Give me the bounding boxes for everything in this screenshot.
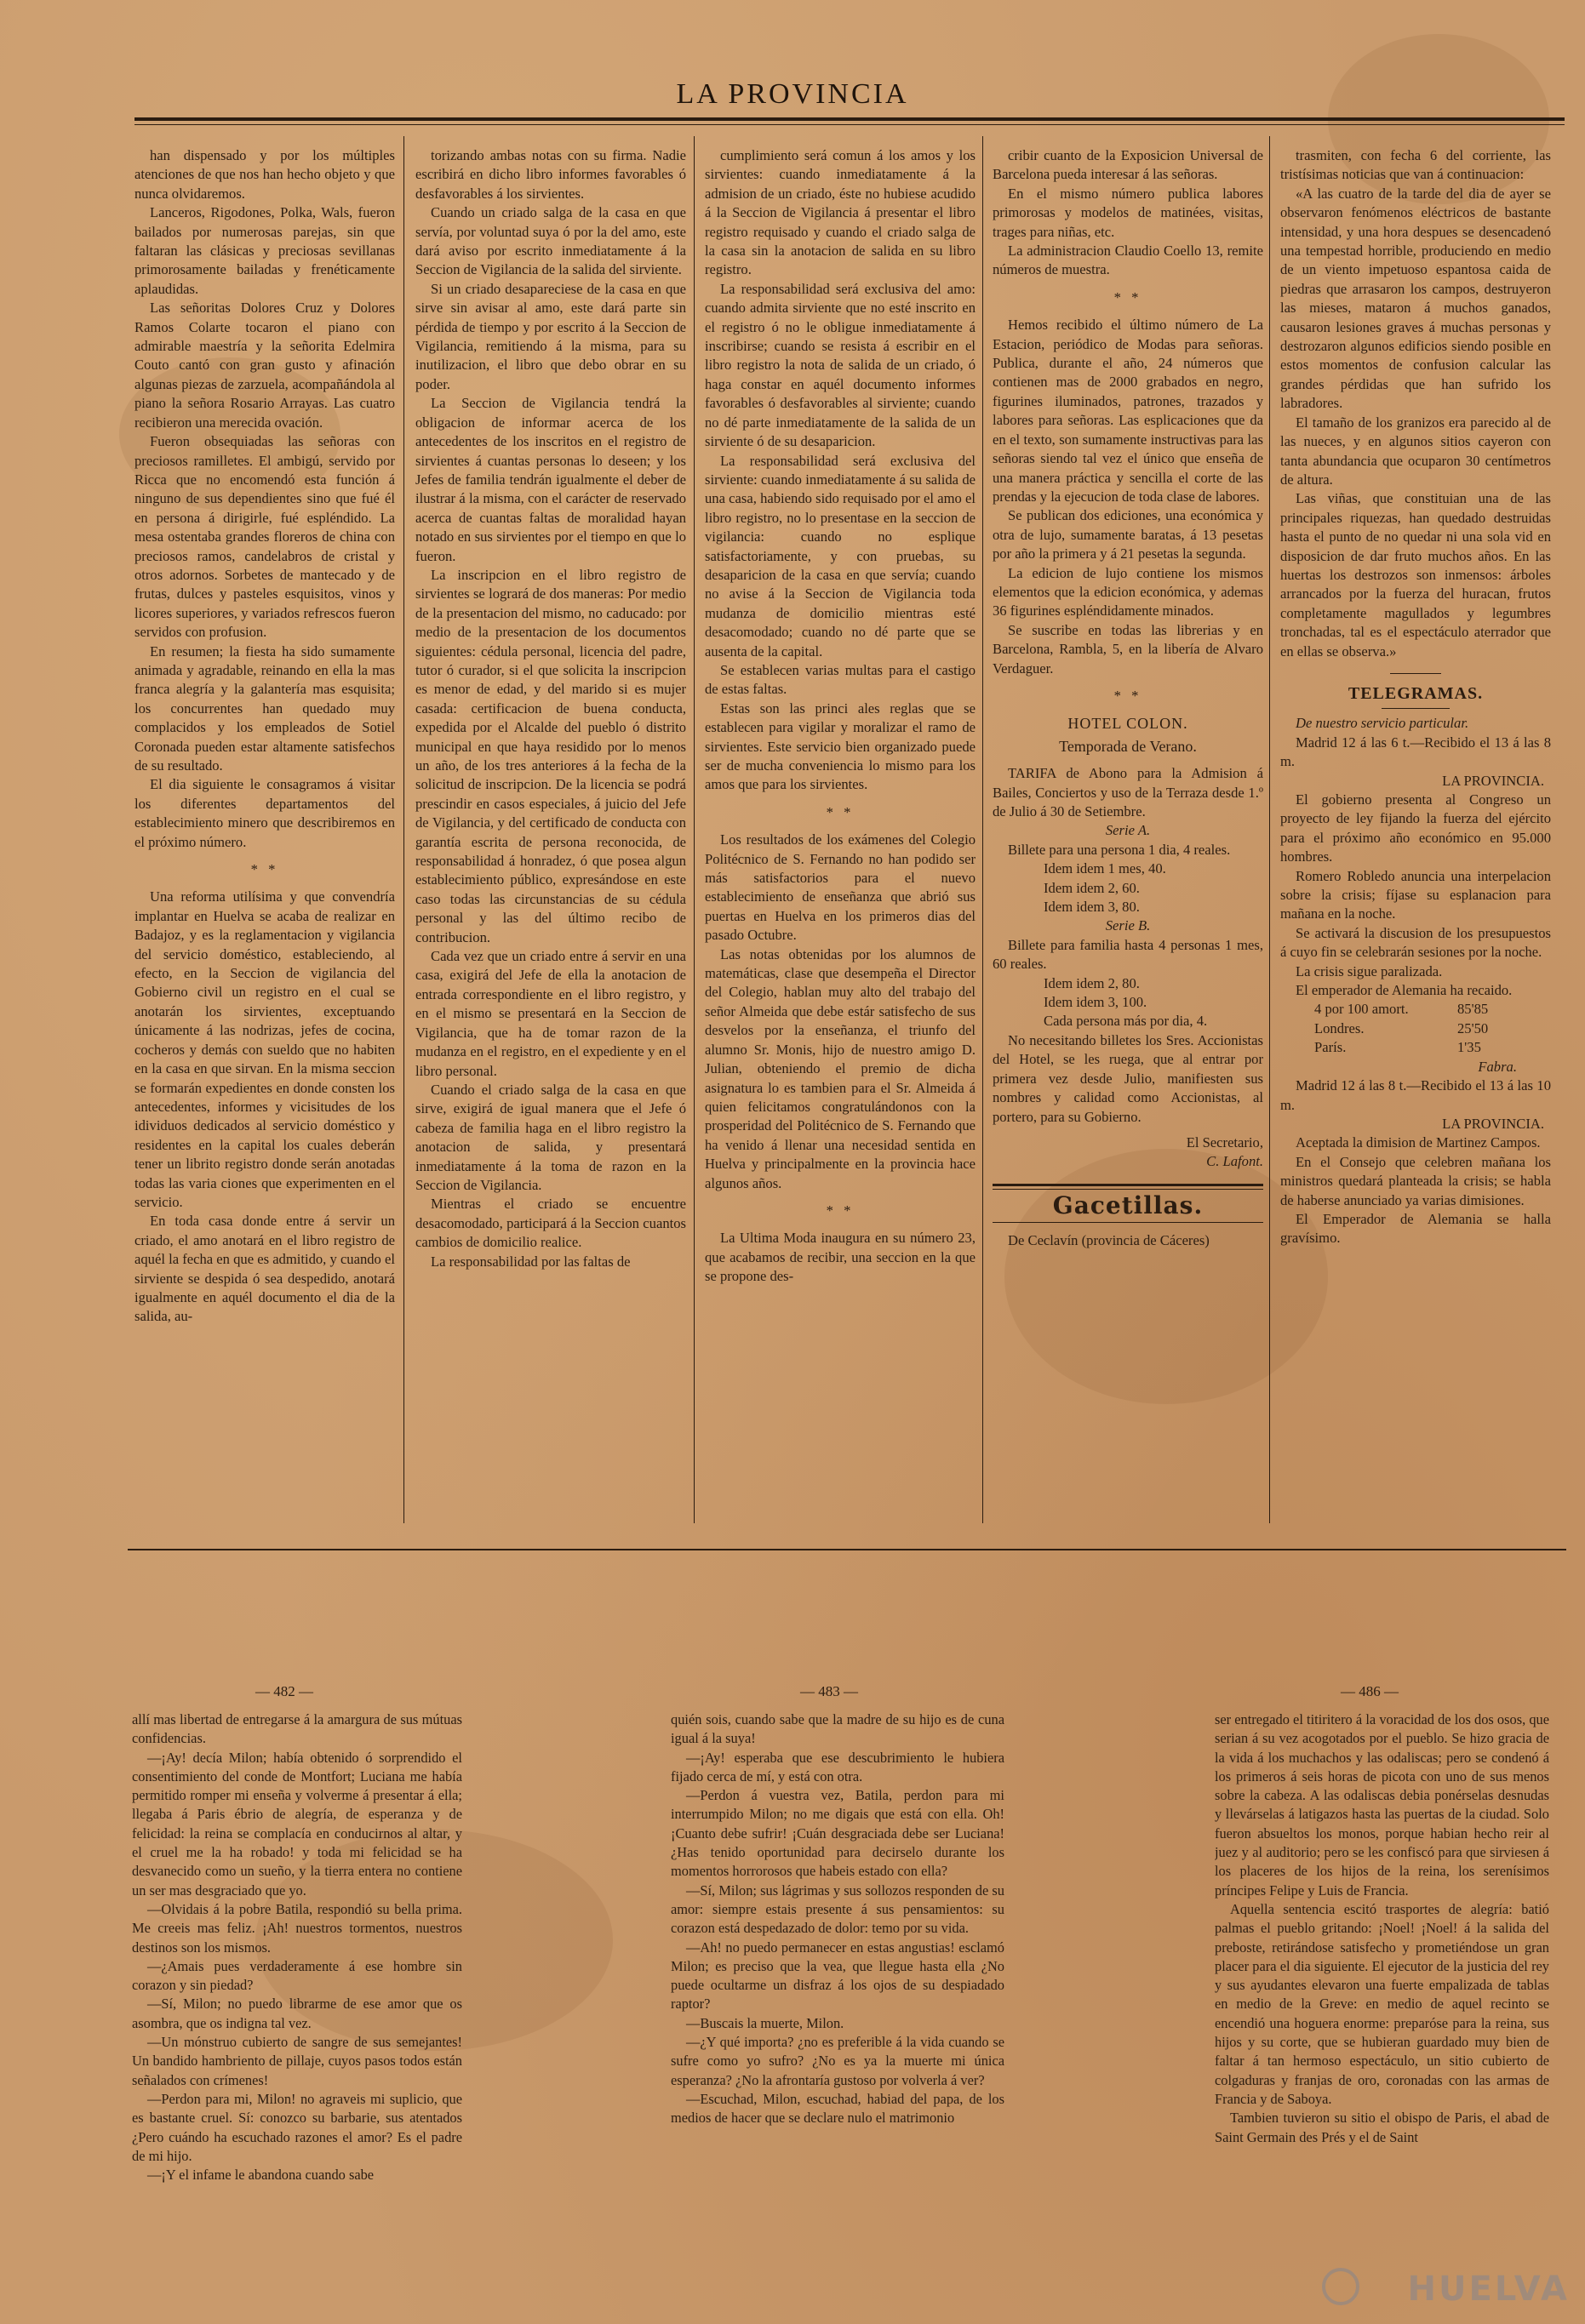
article-column-5 [1280, 146, 1551, 1525]
article-paragraph: La inscripcion en el libro registro de sirvientes se logrará de dos maneras: Por medio de la presentacion del mismo, no caducado: por medio de la presentacion de los documentos siguientes: cédula personal, licencia del padre, tutor ó curador, si el que solicita la inscripcion es menor de edad, y del marido si es mujer casada: certificacion de buena conducta, expedida por el Alcalde del pueblo ó distrito municipal en que haya residido por lo menos un año, de los tres anteriores á la fecha de la solicitud de inscripcion. De la licencia se podrá prescindir en casos especiales, á juicio del Jefe de Vigilancia, y del certificado de conducta con garantía escrita de persona reconocida, de responsabilidad á honradez, ó que posea algun establecimiento público, expresándose en este caso todas las circunstancias de su cédula personal y las del último recibo de contribucion. [415, 566, 686, 945]
column-4-paragraphs [993, 146, 1263, 705]
article-paragraph: cumplimiento será comun á los amos y los sirvientes: cuando inmediatamente á la admision de un criado, éste no hubiese acudido á la Seccion de Vigilancia á presentar el libro registro requisado y cuando el criado salga de la casa sin la anotacion de salida en su libro registro. [705, 147, 976, 278]
article-paragraph: La Ultima Moda inaugura en su número 23, que acabamos de recibir, una seccion en la que se propone des- [705, 1230, 976, 1285]
hotel-closing: No necesitando billetes los Sres. Accionistas del Hotel, se les ruega, que al entrar por primera vez desde Julio, manifiesten sus nombres y calidad como Accionistas, al portero, para su Gobierno. [993, 1031, 1263, 1125]
folletin-paragraph: —¿Amais pues verdaderamente á ese hombre sin corazon y sin piedad? [132, 1957, 462, 1994]
tariff-line: Billete para familia hasta 4 personas 1 mes, 60 reales. [993, 936, 1263, 973]
folletin-page-number: — 486 — [1341, 1683, 1399, 1699]
tariff-line: Idem idem 1 mes, 40. [1044, 860, 1166, 877]
article-paragraph: La administracion Claudio Coello 13, remite números de muestra. [993, 243, 1263, 278]
telegram-service: De nuestro servicio particular. [1296, 715, 1469, 732]
section-stars: * * [826, 803, 855, 820]
telegram-signature: LA PROVINCIA. [1442, 772, 1544, 789]
folletin-paragraph: —Olvidais á la pobre Batila, respondió su bella prima. Me creeis mas feliz. ¡Ah! nuestros tormentos, nuestros destinos son los mismos. [132, 1900, 462, 1956]
telegram-paragraph: Se activará la discusion de los presupuestos á cuyo fin se celebrarán sesiones por la noche. [1280, 924, 1551, 961]
article-paragraph: Las señoritas Dolores Cruz y Dolores Ramos Colarte tocaron el piano con admirable maestría y la señorita Edelmira Couto cantó con gran gusto y afinación algunas piezas de zarzuela, acompañándola al piano la señora Rosario Arrayas. Las cuatro recibieron una merecida ovación. [134, 300, 395, 431]
folletin-paragraph: —Escuchad, Milon, escuchad, habiad del papa, de los medios de hacer que se declare nulo el matrimonio [671, 2090, 1004, 2127]
tariff-line: Cada persona más por dia, 4. [1044, 1013, 1208, 1030]
article-paragraph: En el mismo número publica labores primorosas y modelos de matinées, visitas, trages para niñas, etc. [993, 185, 1263, 240]
tariff-line: Idem idem 2, 80. [1044, 974, 1140, 991]
article-paragraph: El dia siguiente le consagramos á visitar los diferentes departamentos del establecimiento minero que describiremos en el próximo número. [134, 776, 395, 850]
archive-logo-icon [1322, 2268, 1359, 2305]
masthead-rule-thin [134, 124, 1565, 125]
column-5-paragraphs [1280, 146, 1551, 661]
telegram-paragraph: El Emperador de Alemania se halla gravísimo. [1280, 1210, 1551, 1247]
article-paragraph: La responsabilidad será exclusiva del amo: cuando admita sirviente que no esté inscrito en el registro ó no le obligue inmediatamente á inscribirse; cuando se resista á escribir en el libro registro la nota de salida de un criado, ó haga constar en aquél documento informes favorables ó desfavorables al sirviente; cuando no dé parte inmediatamente de la salida de un sirviente ó de su desaparicion. [705, 280, 976, 450]
gacetillas-first: De Ceclavín (provincia de Cáceres) [1008, 1232, 1210, 1249]
folletin-paragraph: ser entregado el titiritero á la voracidad de los dos osos, que serian á su vez acogotados por el pueblo. Se hizo gracia de la vida á los muchachos y las odaliscas; pero se condenó á los primeros á seis horas de picota con uno de sus menos sobre la cabeza. A las odaliscas debia ponérselas desnudas y llevárselas á latigazos hasta las puertas de la ciudad. Solo fueron absueltos los monos, porque habian hecho reir al juez y al auditorio; pero se les confiscó para que sirviesen á los placeres de los hijos de la reina, los serenísimos príncipes Felipe y Luis de Francia. [1215, 1711, 1549, 1899]
bourse-row [1280, 1038, 1551, 1057]
archive-watermark: HUELVA [1407, 2270, 1570, 2309]
serie-a-list [993, 841, 1263, 917]
article-paragraph: Las viñas, que constituian una de las principales riquezas, han quedado destruidas hasta el punto de no quedar ni una sola vid en disposicion de dar fruto muchos años. En las huertas los destrozos son inmensos: árboles arrancados por la fuerza del huracan, frutos completamente magullados y legumbres tronchadas, tal es el espectáculo aterrador que en ellas se observa.» [1280, 490, 1551, 660]
article-paragraph: torizando ambas notas con su firma. Nadie escribirá en dicho libro informes favorables ó desfavorables á los sirvientes. [415, 147, 686, 202]
secretary-label: El Secretario, [1186, 1133, 1263, 1151]
gacetillas-title: Gacetillas. [1052, 1191, 1204, 1219]
folletin-paragraph: —Perdon á vuestra vez, Batila, perdon para mi interrumpido Milon; no me digais que está con ella. Oh! ¡Cuanto debe sufrir! ¡Cuán desgraciada debe ser Luciana! ¿Has tenido oportunidad para decirselo durante los momentos horrorosos que habeis estado con ella? [671, 1787, 1004, 1880]
section-stars: * * [1113, 687, 1142, 704]
bourse-row [1280, 1000, 1551, 1019]
telegram-title: TELEGRAMAS. [1348, 683, 1484, 703]
hotel-intro: TARIFA de Abono para la Admision á Bailes, Conciertos y uso de la Terraza desde 1.º de Julio á 30 de Setiembre. [993, 765, 1263, 819]
section-stars: * * [250, 861, 279, 878]
article-column-2 [415, 146, 686, 1525]
bourse-value: 1'35 [1457, 1039, 1481, 1056]
column-divider [403, 136, 404, 1523]
article-paragraph: Estas son las princi ales reglas que se establecen para vigilar y moralizar el ramo de sirvientes. Este servicio bien organizado puede ser de mucha conveniencia lo mismo para los amos que para los sirvientes. [705, 699, 976, 793]
folletin-paragraph: Aquella sentencia escitó trasportes de alegría: batió palmas el pueblo gritando: ¡Noel! ¡Noel! á la salida del preboste, retirándose satisfecho y prometiéndose un gran placer para el dia siguiente. El ejecutor de la justicia del rey y sus ayudantes elevaron una fuerte empalizada de tablas en medio de la Greve: en medio de aquel recinto se encendió una hoguera enorme: preparóse para la reina, sus hijos y su corte, que se hubieran guardado muy bien de faltar á tan hermoso espectáculo, un sitio cubierto de colgaduras y franjas de oro, coronadas con las armas de Francia y de Saboya. [1215, 1900, 1549, 2107]
article-paragraph: La responsabilidad será exclusiva del sirviente: cuando inmediatamente á su salida de una casa, habiendo sido requisado por el amo el libro registro, no lo presentase en la seccion de vigilancia: cuando no esplique satisfactoriamente, y con pruebas, su desaparicion de la casa en que servía; cuando no avise á la Seccion de Vigilancia toda mudanza de domicilio mientras esté desacomodado; cuando no dé parte que se ausenta de la capital. [705, 452, 976, 660]
article-paragraph: En resumen; la fiesta ha sido sumamente animada y agradable, reinando en ella la mas franca alegría y la galantería mas esquisita; los concurrentes han quedado muy complacidos y los empleados de Sotiel Coronada pueden estar altamente satisfechos de su resultado. [134, 642, 395, 774]
folletin-separator [128, 1549, 1566, 1550]
masthead: LA PROVINCIA [676, 78, 909, 110]
folletin-paragraph: —Sí, Milon; no puedo librarme de ese amor que os asombra, que os indigna tal vez. [132, 1996, 462, 2031]
article-paragraph: La edicion de lujo contiene los mismos elementos que la edicion económica, y ademas 36 figurines espléndidamente minados. [993, 564, 1263, 620]
secretary-name: C. Lafont. [1206, 1153, 1263, 1170]
telegram-rule [1382, 708, 1450, 709]
article-paragraph: Cuando un criado salga de la casa en que servía, por voluntad suya ó por la del amo, este dará aviso por escrito inmediatamente á la Seccion de Vigilancia de la salida del sirviente. [415, 204, 686, 278]
column-divider [1269, 136, 1270, 1523]
gacetillas-rule-bottom [993, 1222, 1263, 1223]
bourse-value: 25'50 [1457, 1019, 1489, 1036]
article-paragraph: Se publican dos ediciones, una económica y otra de lujo, sumamente baratas, á 13 pesetas por año la primera y á 21 pesetas la segunda. [993, 507, 1263, 562]
serie-a-label: Serie A. [1105, 822, 1151, 839]
tariff-line: Billete para una persona 1 dia, 4 reales. [1008, 841, 1231, 858]
article-paragraph: trasmiten, con fecha 6 del corriente, las tristísimas noticias que van á continuacion: [1280, 147, 1551, 183]
article-paragraph: Mientras el criado se encuentre desacomodado, participará á la Seccion cuantos cambios de domicilio realice. [415, 1196, 686, 1251]
article-paragraph: cribir cuanto de la Exposicion Universal de Barcelona pueda interesar á las señoras. [993, 147, 1263, 183]
bourse-value: 85'85 [1457, 1001, 1489, 1018]
serie-b-list [993, 936, 1263, 1031]
tariff-line: Idem idem 2, 60. [1044, 879, 1140, 896]
section-stars: * * [826, 1202, 855, 1219]
telegram-header: Madrid 12 á las 8 t.—Recibido el 13 á las 10 m. [1280, 1077, 1551, 1113]
telegram-paragraph: Romero Robledo anuncia una interpelacion sobre la crisis; fíjase su esplanacion para mañana en la noche. [1280, 867, 1551, 922]
article-column-4 [993, 146, 1263, 1525]
folletin-page-number: — 482 — [255, 1683, 313, 1699]
folletin-paragraph: Tambien tuvieron su sitio el obispo de Paris, el abad de Saint Germain des Prés y el de Saint [1215, 2110, 1549, 2145]
article-paragraph: En toda casa donde entre á servir un criado, el amo anotará en el libro registro de aquél la fecha en que es admitido, y cuando el sirviente se despida ó sea despedido, anotará igualmente en aquél documento el dia de la salida, au- [134, 1213, 395, 1325]
hotel-title: HOTEL COLON. [1067, 715, 1188, 733]
folletin-column-3 [1215, 1710, 1549, 2281]
folletin-column-1 [132, 1710, 462, 2238]
telegram-list [1280, 734, 1551, 1248]
folletin-column-2 [671, 1710, 1004, 2238]
article-paragraph: «A las cuatro de la tarde del dia de ayer se observaron fenómenos eléctricos de bastante intensidad, y una hora despues se desencadenó una tempestad horrible, produciendo en medio de un viento impetuoso espantosa caida de piedras que arrasaron los campos, destruyeron las mieses, mataron á muchos ganados, causaron lesiones graves á muchas personas y destrozaron algunos edificios siendo posible en estos momentos de confusion calcular las grandes pérdidas que han sufrido los labradores. [1280, 185, 1551, 412]
bourse-signature: Fabra. [1478, 1058, 1517, 1075]
column-divider [982, 136, 983, 1523]
article-paragraph: Se establecen varias multas para el castigo de estas faltas. [705, 661, 976, 698]
article-column-3 [705, 146, 976, 1525]
column-divider [694, 136, 695, 1523]
article-paragraph: Lanceros, Rigodones, Polka, Wals, fueron bailados por numerosas parejas, sin que faltaran las clásicas y preciosas sevillanas primorosamente bailadas y frenéticamente aplaudidas. [134, 204, 395, 297]
serie-b-label: Serie B. [1105, 917, 1151, 934]
article-column-1 [134, 146, 395, 1525]
telegram-paragraph: Aceptada la dimision de Martinez Campos. [1296, 1134, 1541, 1151]
folletin-paragraph: —¿Y qué importa? ¿no es preferible á la vida cuando se sufre como yo sufro? ¿No es ya la muerte mi única esperanza? ¿No la afrontaría gustoso por volverla á ver? [671, 2034, 1004, 2088]
hotel-subtitle: Temporada de Verano. [1059, 737, 1197, 755]
article-paragraph: Fueron obsequiadas las señoras con preciosos ramilletes. El ambigú, servido por Ricca que no encomendó esta función á ninguno de sus dependientes sino que fué él en persona á dirigirle, fué espléndido. La mesa ostentaba grandes floreros de china con preciosos ramos, candelabros de cristal y otros adornos. Sorbetes de mantecado y de frutas, dulces y pasteles esquisitos, vinos y licores superiores, y variados refrescos fueron servidos con profusion. [134, 433, 395, 641]
folletin-paragraph: —Un mónstruo cubierto de sangre de sus semejantes! Un bandido hambriento de pillaje, cuyos pasos todos están señalados con crímenes! [132, 2034, 462, 2088]
section-rule [1390, 673, 1441, 674]
telegram-paragraph: El emperador de Alemania ha recaido. [1296, 982, 1513, 999]
telegram-header: Madrid 12 á las 6 t.—Recibido el 13 á las 8 m. [1280, 734, 1551, 770]
article-paragraph: Cada vez que un criado entre á servir en una casa, exigirá del Jefe de ella la anotacion de entrada correspondiente en el libro registro, y en el mismo se presentará en la Seccion de Vigilancia, que ha de tomar razon de la mudanza en el registro, en el expediente y en el libro personal. [415, 948, 686, 1079]
folletin-paragraph: —¡Y el infame le abandona cuando sabe [147, 2167, 375, 2184]
article-paragraph: Hemos recibido el último número de La Estacion, periódico de Modas para señoras. Publica, durante el año, 24 números que contienen mas de 2000 grabados en negro, figurines iluminados, patrones, trazados y labores para señoras. Las esplicaciones que da en el texto, son sumamente instructivas para las señoras siendo tal vez el único que enseña de una manera práctica y sencilla el corte de las prendas y la ejecucion de toda clase de labores. [993, 317, 1263, 505]
article-paragraph: La responsabilidad por las faltas de [431, 1253, 631, 1270]
article-paragraph: El tamaño de los granizos era parecido al de las nueces, y en algunos sitios cayeron con tanta abundancia que ocuparon 30 centímetros de altura. [1280, 414, 1551, 488]
masthead-rule-thick [134, 117, 1565, 121]
bourse-row [1280, 1019, 1551, 1038]
article-paragraph: Una reforma utilísima y que convendría implantar en Huelva se acaba de realizar en Badajoz, y es la reglamentacion y vigilancia del servicio doméstico, estableciendo, al efecto, en la Seccion de vigilancia del Gobierno civil un registro en el cual se anotarán los sirvientes, exceptuando únicamente á las nodrizas, jefes de cocina, cocheros y demás con sueldo que no habiten en la casa en que sirvan. En la misma seccion se formarán expedientes en donde consten los antecedentes, informes y vicisitudes de los idividuos dedicados al servicio doméstico y residentes en la capital los cuales deberán tener un librito registro donde serán anotadas todas las varia ciones que experimenten en el servicio. [134, 888, 395, 1210]
article-paragraph: Se suscribe en todas las librerias y en Barcelona, Rambla, 5, en la libería de Alvaro Verdaguer. [993, 621, 1263, 677]
telegram-paragraph: En el Consejo que celebren mañana los ministros quedará planteada la crisis; se habla de haberse anunciado ya varias dimisiones. [1280, 1153, 1551, 1208]
folletin-paragraph: —Sí, Milon; sus lágrimas y sus sollozos responden de su amor: siempre estais presente á sus pensamientos: su corazon está despedazado de dolor: temo por su vida. [671, 1881, 1004, 1937]
section-stars: * * [1113, 288, 1142, 305]
folletin-page-number: — 483 — [800, 1683, 858, 1699]
folletin-paragraph: quién sois, cuando sabe que la madre de su hijo es de cuna igual á la suya! [671, 1711, 1004, 1747]
telegram-paragraph: El gobierno presenta al Congreso un proyecto de ley fijando la fuerza del ejército para el próximo año económico en 95.000 hombres. [1280, 791, 1551, 865]
article-paragraph: Las notas obtenidas por los alumnos de matemáticas, clase que desempeña el Director del Colegio, hablan muy alto del trabajo del señor Almeida que debe estár satisfecho de sus desvelos por la enseñanza, el triunfo del alumno Sr. Monis, hijo de nuestro amigo D. Julian, obteniendo el premio de dicha asignatura lo es tambien para el Sr. Almeida á quien felicitamos congratulándonos con la prosperidad del Politécnico de S. Fernando que ha venido á llenar una necesidad sentida en Huelva y principalmente en la provincia hace algunos años. [705, 945, 976, 1191]
folletin-paragraph: —¡Ay! esperaba que ese descubrimiento le hubiera fijado cerca de mí, y está con otra. [671, 1749, 1004, 1784]
article-paragraph: Si un criado desapareciese de la casa en que sirve sin avisar al amo, este dará parte sin pérdida de tiempo y por escrito á la Seccion de Vigilancia, remitiendo á la misma, para su inutilizacion, el libro que debo obrar en su poder. [415, 280, 686, 392]
article-paragraph: han dispensado y por los múltiples atenciones de que nos han hecho objeto y que nunca olvidaremos. [134, 147, 395, 202]
folletin-paragraph: —Buscais la muerte, Milon. [686, 2014, 844, 2031]
tariff-line: Idem idem 3, 100. [1044, 994, 1147, 1011]
article-paragraph: Cuando el criado salga de la casa en que sirve, exigirá de igual manera que el Jefe ó cabeza de familia haga en el libro registro la anotacion de salida, y presentará inmediatamente á la toma de razon en la Seccion de Vigilancia. [415, 1081, 686, 1193]
bourse-label: París. [1314, 1039, 1347, 1056]
bourse-label: Londres. [1314, 1019, 1365, 1036]
telegram-paragraph: La crisis sigue paralizada. [1296, 962, 1443, 979]
folletin-paragraph: —Perdon para mi, Milon! no agraveis mi suplicio, que es bastante cruel. Sí: conozco su barbarie, sus atentados ¿Pero cuándo ha escuchado razones el amor? Es el padre de mi hijo. [132, 2090, 462, 2164]
folletin-paragraph: allí mas libertad de entregarse á la amargura de sus mútuas confidencias. [132, 1711, 462, 1747]
folletin-paragraph: —¡Ay! decía Milon; había obtenido ó sorprendido el consentimiento del conde de Montfort; Luciana me había permitido romper mi enseña y volverme á presentar á ella; llegaba á Paris ébrio de alegría, de esperanza y de felicidad: la reina se complacía en conducirnos al altar, y el cruel me la ha robado! y toda mi felicidad se ha desvanecido como un sueño, y la tierra entera no contiene un ser mas desgraciado que yo. [132, 1749, 462, 1899]
bourse-label: 4 por 100 amort. [1314, 1001, 1409, 1018]
folletin-paragraph: —Ah! no puedo permanecer en estas angustias! esclamó Milon; es preciso que la vea, que llegue hasta ella ¿No puede ocultarme un disfraz á los ojos de su despiadado raptor? [671, 1939, 1004, 2013]
article-paragraph: La Seccion de Vigilancia tendrá la obligacion de informar acerca de los antecedentes de los inscritos en el registro de sirvientes á cuantas personas lo deseen; y los Jefes de familia tendrán igualmente el deber de ilustrar á la misma, con el carácter de reservado acerca de cuantas faltas de moralidad hayan notado en sus sirvientes por el tiempo en que lo fueron. [415, 395, 686, 564]
telegram-signature: LA PROVINCIA. [1442, 1115, 1544, 1132]
gacetillas-rule [993, 1184, 1263, 1190]
tariff-line: Idem idem 3, 80. [1044, 899, 1140, 916]
article-paragraph: Los resultados de los exámenes del Colegio Politécnico de S. Fernando no han podido ser más satisfactorios para el nuevo establecimiento de enseñanza que abrió sus puertas en Huelva en los primeros dias del pasado Octubre. [705, 831, 976, 944]
